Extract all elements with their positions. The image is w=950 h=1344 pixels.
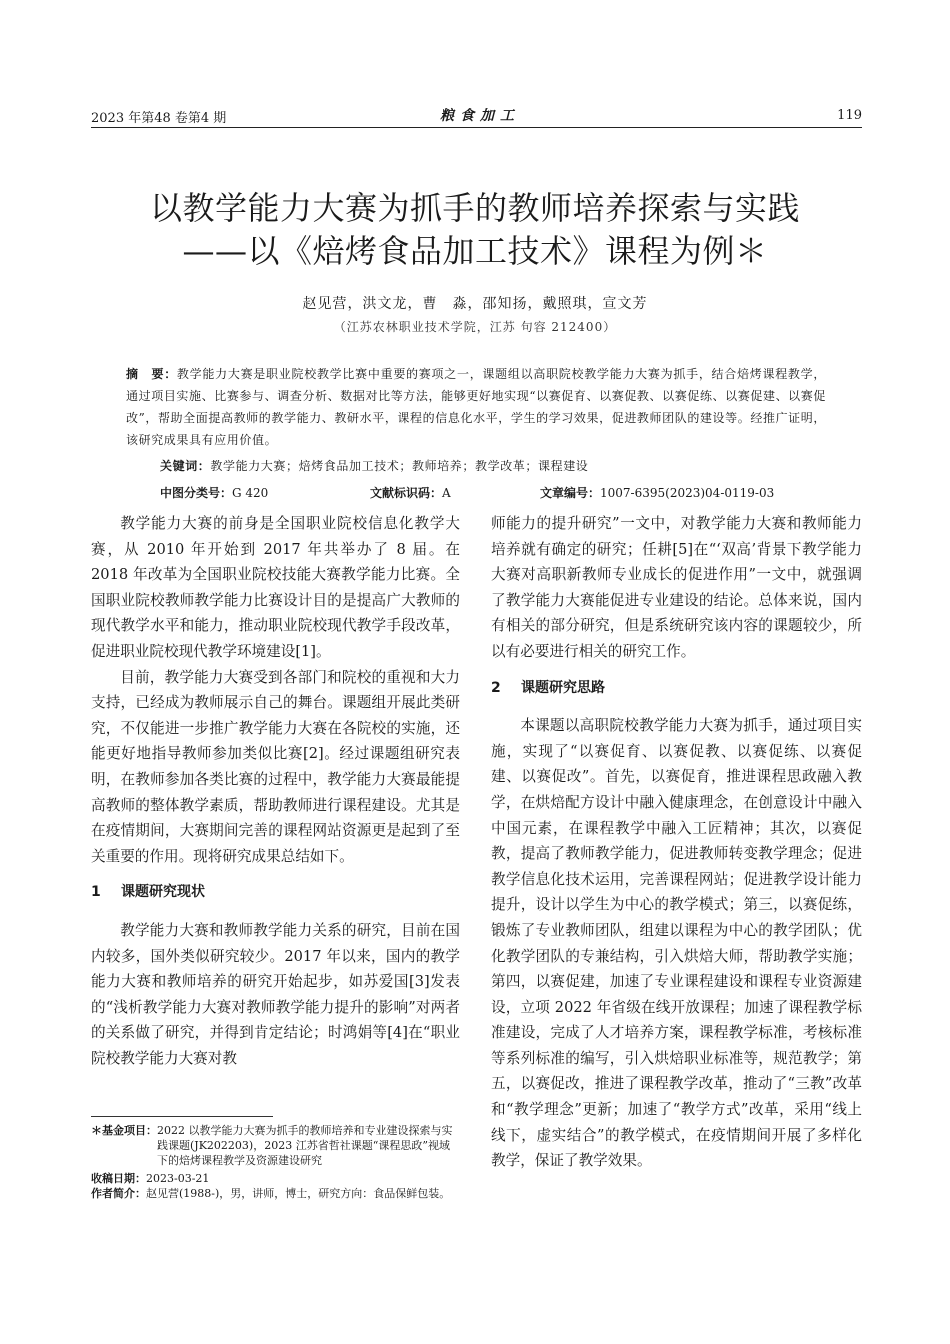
title-line-2: ——以《焙烤食品加工技术》课程为例＊	[182, 232, 768, 270]
footnotes	[91, 1123, 460, 1201]
paragraph: 目前，教学能力大赛受到各部门和院校的重视和大力支持，已经成为教师展示自己的舞台。课题组开展此类研究，不仅能进一步推广教学能力大赛在各院校的实施，还能更好地指导教师参加类似比赛[2]。经过课题组研究表明，在教师参加各类比赛的过程中，教学能力大赛最能提高教师的整体教学素质，帮助教师进行课程建设。尤其是在疫情期间，大赛期间完善的课程网站资源更是起到了至关重要的作用。现将研究成果总结如下。	[91, 668, 460, 865]
journal-name: 粮食加工	[440, 108, 520, 124]
section-heading-2	[491, 676, 862, 702]
body-right-column	[491, 511, 862, 1174]
page-number: 119	[837, 108, 862, 123]
title-line-1: 以教学能力大赛为抓手的教师培养探索与实践	[149, 189, 800, 227]
paragraph: 教学能力大赛和教师教学能力关系的研究，目前在国内较多，国外类似研究较少。2017 年以来，国内的教学能力大赛和教师培养的研究开始起步，如苏爱国[3]发表的“浅析教学能力大赛对教师教学能力提升的影响”对两者的关系做了研究，并得到肯定结论；时鸿娟等[4]在“职业院校教学能力大赛对教	[91, 921, 460, 1067]
keywords-label: 关键词：	[160, 459, 211, 473]
fund-text: 2022 以教学能力大赛为抓手的教师培养和专业建设探索与实践课题(JK202203)，2023 江苏省哲社课题“课程思政”视域下的焙烤课程教学及资源建设研究	[157, 1124, 453, 1167]
section-heading-1	[91, 880, 460, 906]
author-label: 作者简介：	[91, 1187, 146, 1200]
affiliation: （江苏农林职业技术学院，江苏 句容 212400）	[333, 320, 617, 334]
section-number: 1	[91, 884, 101, 901]
article-value: 1007-6395(2023)04-0119-03	[600, 486, 775, 500]
received-date: 2023-03-21	[146, 1172, 210, 1185]
keywords-text: 教学能力大赛；焙烤食品加工技术；教师培养；教学改革；课程建设	[210, 459, 589, 473]
received-note	[91, 1171, 460, 1186]
section-title: 课题研究思路	[521, 679, 605, 696]
author-text: 赵见营(1988-)，男，讲师，博士，研究方向：食品保鲜包装。	[146, 1187, 451, 1200]
article-label: 文章编号：	[540, 486, 601, 500]
section-title: 课题研究现状	[121, 884, 205, 901]
abstract-label: 摘 要：	[126, 367, 177, 381]
paragraph: 本课题以高职院校教学能力大赛为抓手，通过项目实施，实现了“以赛促育、以赛促教、以赛促练、以赛促建、以赛促改”。首先，以赛促育，推进课程思政融入教学，在烘焙配方设计中融入健康理念，在创意设计中融入中国元素，在课程教学中融入工匠精神；其次，以赛促教，提高了教师教学能力，促进教师转变教学理念；促进教学信息化技术运用，完善课程网站；促进教学设计能力提升，设计以学生为中心的教学模式；第三，以赛促练，锻炼了专业教师团队，组建以课程为中心的教学团队；优化教学团队的专兼结构，引入烘焙大师，帮助教学实施；第四，以赛促建，加速了专业课程建设和课程专业资源建设，立项 2022 年省级在线开放课程；加速了课程教学标准建设，完成了人才培养方案，课程教学标准，考核标准等系列标准的编写，引入烘焙职业标准等，规范教学；第五，以赛促改，推进了课程教学改革，推动了“三教”改革和“教学理念”更新；加速了“教学方式”改革，采用“线上线下，虚实结合”的教学模式，在疫情期间开展了多样化教学，保证了教学效果。	[491, 717, 862, 1170]
journal-issue: 2023 年第48 卷第4 期	[91, 111, 227, 126]
keywords	[160, 457, 840, 474]
doc-value: A	[442, 486, 451, 500]
body-left-column	[91, 511, 460, 1071]
author-note	[91, 1186, 460, 1201]
clc-value: G 420	[232, 486, 269, 500]
fund-label: ＊基金项目：	[91, 1124, 157, 1137]
document-code	[370, 484, 451, 501]
doc-label: 文献标识码：	[370, 486, 443, 500]
clc-number	[160, 484, 268, 501]
abstract	[126, 363, 826, 451]
fund-note	[91, 1123, 460, 1168]
paragraph: 教学能力大赛的前身是全国职业院校信息化教学大赛，从 2010 年开始到 2017 年共举办了 8 届。在 2018 年改革为全国职业院校技能大赛教学能力比赛。全国职业院校教师教学能力比赛设计目的是提高广大教师的现代教学水平和能力，推动职业院校现代教学手段改革，促进职业院校现代教学环境建设[1]。	[91, 515, 460, 660]
authors: 赵见营，洪文龙，曹 淼，邵知扬，戴照琪，宣文芳	[302, 296, 648, 312]
footnote-rule	[91, 1116, 273, 1117]
section-number: 2	[491, 679, 501, 696]
abstract-text: 教学能力大赛是职业院校教学比赛中重要的赛项之一，课题组以高职院校教学能力大赛为抓手，结合焙烤课程教学，通过项目实施、比赛参与、调查分析、数据对比等方法，能够更好地实现“以赛促育、以赛促教、以赛促练、以赛促建、以赛促改”，帮助全面提高教师的教学能力、教研水平，课程的信息化水平，学生的学习效果，促进教师团队的建设等。经推广证明，该研究成果具有应用价值。	[126, 367, 826, 447]
article-number	[540, 484, 774, 501]
received-label: 收稿日期：	[91, 1172, 146, 1185]
paragraph: 师能力的提升研究”一文中，对教学能力大赛和教师能力培养就有确定的研究；任耕[5]在“‘双高’背景下教学能力大赛对高职新教师专业成长的促进作用”一文中，就强调了教学能力大赛能促进专业建设的结论。总体来说，国内有相关的部分研究，但是系统研究该内容的课题较少，所以有必要进行相关的研究工作。	[491, 515, 862, 660]
header-rule	[91, 127, 862, 128]
clc-label: 中图分类号：	[160, 486, 233, 500]
